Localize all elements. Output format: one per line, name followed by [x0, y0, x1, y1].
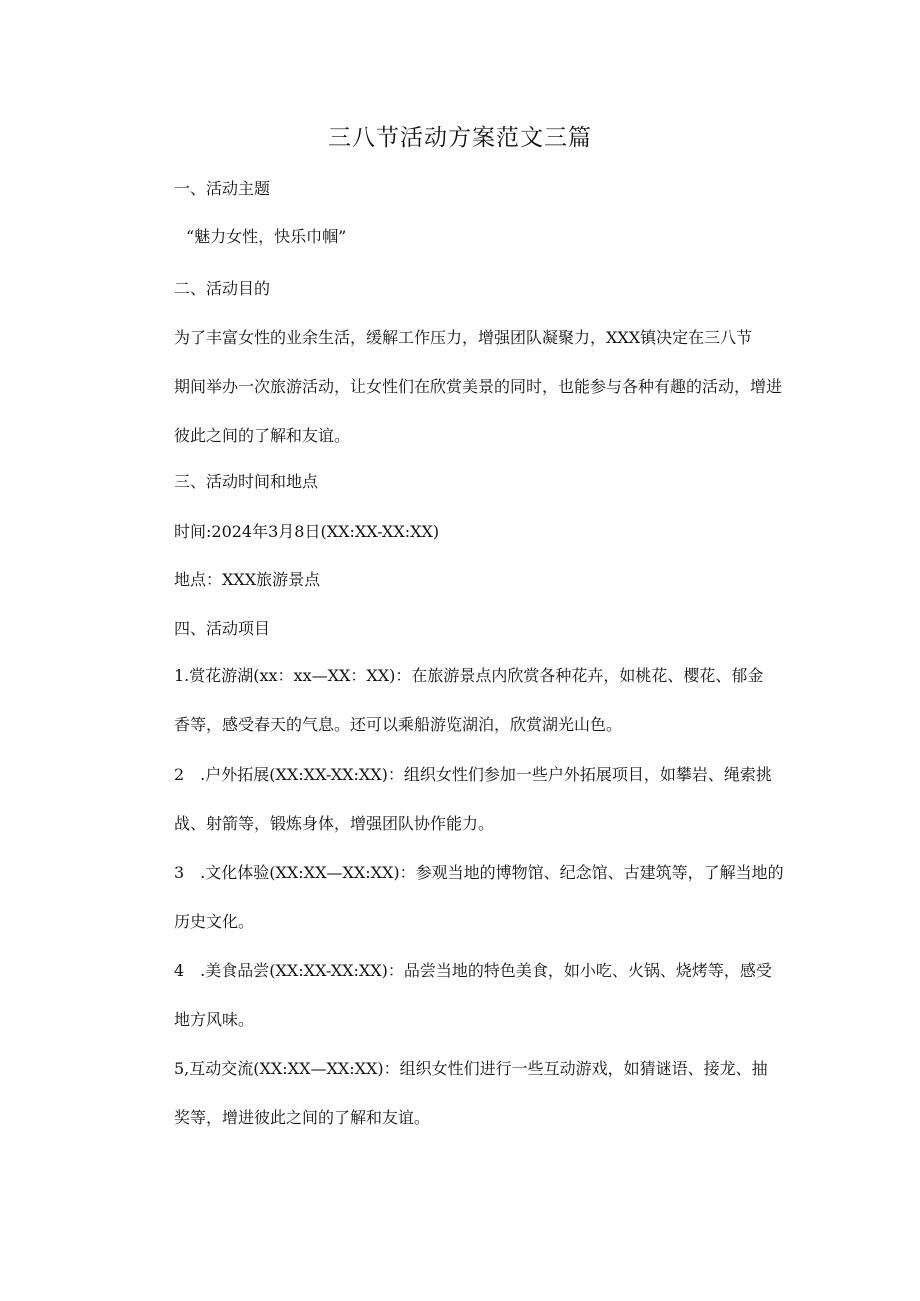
- activity-line: 1.赏花游湖(xx：xx—XX：XX)：在旅游景点内欣赏各种花卉，如桃花、樱花、郁金: [174, 666, 764, 685]
- activity-item-2: [174, 750, 784, 848]
- purpose-line: 彼此之间的了解和友谊。: [174, 426, 351, 445]
- activity-line: 历史文化。: [174, 912, 255, 931]
- activity-line: 香等，感受春天的气息。还可以乘船游览湖泊，欣赏湖光山色。: [174, 715, 623, 734]
- theme-slogan: “魅力女性，快乐巾帼”: [186, 227, 347, 246]
- activity-line: 战、射箭等，锻炼身体，增强团队协作能力。: [174, 814, 495, 833]
- activity-line: 5,互动交流(XX:XX—XX:XX)：组织女性们进行一些互动游戏，如猜谜语、接龙、抽: [174, 1059, 768, 1078]
- event-time: 时间:2024年3月8日(XX:XX-XX:XX): [174, 522, 440, 541]
- activity-line: 4 .美食品尝(XX:XX-XX:XX)：品尝当地的特色美食，如小吃、火锅、烧烤等，感受: [174, 961, 772, 980]
- section-heading-time-place: 三、活动时间和地点: [174, 472, 319, 491]
- section-heading-purpose: 二、活动目的: [174, 279, 271, 298]
- activity-item-5: [174, 1044, 784, 1142]
- event-place: 地点：XXX旅游景点: [174, 570, 321, 589]
- activity-line: 3 .文化体验(XX:XX—XX:XX)：参观当地的博物馆、纪念馆、古建筑等，了解当地的: [174, 863, 784, 882]
- purpose-paragraph: [174, 313, 784, 460]
- document-title: 三八节活动方案范文三篇: [328, 125, 592, 151]
- section-heading-items: 四、活动项目: [174, 619, 271, 638]
- purpose-line: 期间举办一次旅游活动，让女性们在欣赏美景的同时，也能参与各种有趣的活动，增进: [174, 377, 783, 396]
- section-heading-theme: 一、活动主题: [174, 179, 271, 198]
- activity-item-4: [174, 946, 784, 1044]
- activity-line: 2 .户外拓展(XX:XX-XX:XX)：组织女性们参加一些户外拓展项目，如攀岩、绳索挑: [174, 765, 772, 784]
- activity-line: 奖等，增进彼此之间的了解和友谊。: [174, 1108, 431, 1127]
- activity-line: 地方风味。: [174, 1010, 255, 1029]
- activity-item-3: [174, 848, 784, 946]
- activity-item-1: [174, 651, 784, 749]
- purpose-line: 为了丰富女性的业余生活，缓解工作压力，增强团队凝聚力，XXX镇决定在三八节: [174, 328, 753, 347]
